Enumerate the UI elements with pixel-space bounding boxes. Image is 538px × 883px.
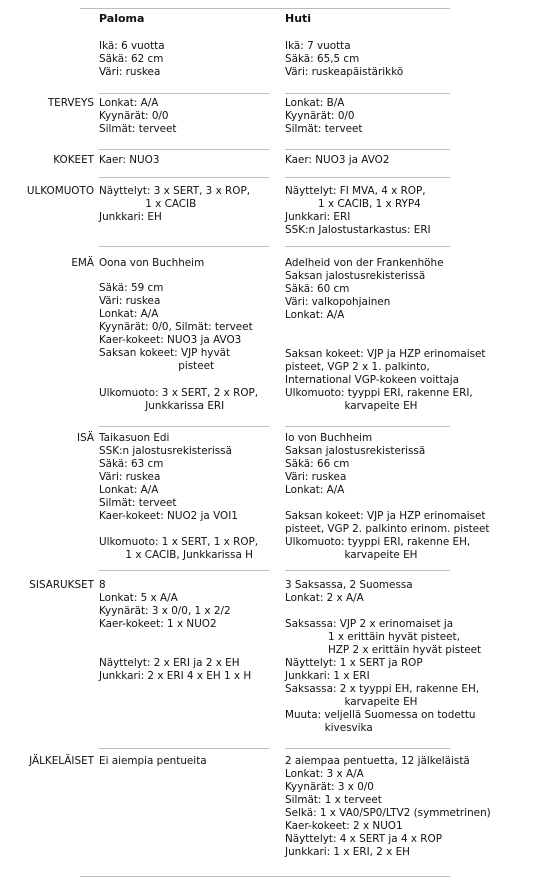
- kokeet-right: Kaer: NUO3 ja AVO2: [285, 154, 390, 166]
- isa-right-kokeet: Saksan kokeet: VJP ja HZP erinomaiset pisteet, VGP 2. palkinto erinom. pisteet Ulkomuoto: tyyppi ERI, rakenne EH, karvapeite EH: [285, 510, 490, 561]
- intro-right: Ikä: 7 vuotta Säkä: 65,5 cm Väri: ruskeapäistärikkö: [285, 40, 404, 78]
- section-label-sisarukset: SISARUKSET: [29, 579, 94, 591]
- divider: [99, 426, 269, 427]
- section-label-isa: ISÄ: [77, 432, 94, 444]
- intro-left: Ikä: 6 vuotta Säkä: 62 cm Väri: ruskea: [99, 40, 165, 78]
- divider: [285, 748, 450, 749]
- divider: [99, 177, 269, 178]
- sisarukset-right-more: Saksassa: VJP 2 x erinomaiset ja 1 x erittäin hyvät pisteet, HZP 2 x erittäin hyvät pisteet Näyttelyt: 1 x SERT ja ROP Junkkari: 1 x ERI Saksassa: 2 x tyyppi EH, rakenne EH, karvapeite EH Muuta: veljellä Suomessa on todettu kivesvika: [285, 618, 482, 734]
- ema-right-details: Adelheid von der Frankenhöhe Saksan jalostusrekisterissä Säkä: 60 cm Väri: valkopohjainen Lonkat: A/A: [285, 257, 444, 321]
- divider: [80, 876, 450, 877]
- divider: [99, 93, 269, 94]
- section-label-terveys: TERVEYS: [47, 97, 94, 109]
- ema-left-ulkomuoto: Ulkomuoto: 3 x SERT, 2 x ROP, Junkkarissa ERI: [99, 387, 259, 412]
- terveys-left: Lonkat: A/A Kyynärät: 0/0 Silmät: terveet: [99, 97, 177, 135]
- section-label-ema: EMÄ: [71, 257, 94, 269]
- isa-left-ulkomuoto: Ulkomuoto: 1 x SERT, 1 x ROP, 1 x CACIB, Junkkarissa H: [99, 536, 259, 561]
- divider: [285, 426, 450, 427]
- ulkomuoto-left: Näyttelyt: 3 x SERT, 3 x ROP, 1 x CACIB Junkkari: EH: [99, 185, 251, 223]
- ema-left-details: Säkä: 59 cm Väri: ruskea Lonkat: A/A Kyynärät: 0/0, Silmät: terveet Kaer-kokeet: NUO3 ja AVO3 Saksan kokeet: VJP hyvät pisteet: [99, 282, 253, 372]
- ema-right-kokeet: Saksan kokeet: VJP ja HZP erinomaiset pisteet, VGP 2 x 1. palkinto, International VGP-kokeen voittaja Ulkomuoto: tyyppi ERI, rakenne ERI, karvapeite EH: [285, 348, 486, 412]
- divider: [285, 149, 450, 150]
- ema-left-name: Oona von Buchheim: [99, 257, 205, 269]
- sisarukset-left-shows: Näyttelyt: 2 x ERI ja 2 x EH Junkkari: 2 x ERI 4 x EH 1 x H: [99, 657, 252, 682]
- section-label-ulkomuoto: ULKOMUOTO: [26, 185, 94, 197]
- ulkomuoto-right: Näyttelyt: FI MVA, 4 x ROP, 1 x CACIB, 1 x RYP4 Junkkari: ERI SSK:n Jalostustarkastus: ERI: [285, 185, 431, 236]
- isa-right-details: Io von Buchheim Saksan jalostusrekisterissä Säkä: 66 cm Väri: ruskea Lonkat: A/A: [285, 432, 426, 496]
- section-label-jalkelaiset: JÄLKELÄISET: [29, 755, 94, 767]
- section-label-kokeet: KOKEET: [53, 154, 94, 166]
- isa-left-details: Taikasuon Edi SSK:n jalostusrekisterissä Säkä: 63 cm Väri: ruskea Lonkat: A/A Silmät: terveet Kaer-kokeet: NUO2 ja VOI1: [99, 432, 238, 522]
- jalkelaiset-left: Ei aiempia pentueita: [99, 755, 207, 767]
- column-header-paloma: Paloma: [99, 12, 145, 25]
- terveys-right: Lonkat: B/A Kyynärät: 0/0 Silmät: terveet: [285, 97, 363, 135]
- divider: [99, 748, 269, 749]
- divider: [99, 149, 269, 150]
- divider: [99, 570, 269, 571]
- sisarukset-left-details: 8 Lonkat: 5 x A/A Kyynärät: 3 x 0/0, 1 x 2/2 Kaer-kokeet: 1 x NUO2: [99, 579, 231, 630]
- divider: [285, 570, 450, 571]
- column-header-huti: Huti: [285, 12, 312, 25]
- divider: [80, 8, 450, 9]
- divider: [285, 177, 450, 178]
- jalkelaiset-right: 2 aiempaa pentuetta, 12 jälkeläistä Lonkat: 3 x A/A Kyynärät: 3 x 0/0 Silmät: 1 x terveet Selkä: 1 x VA0/SP0/LTV2 (symmetrinen) Kaer-kokeet: 2 x NUO1 Näyttelyt: 4 x SERT ja 4 x ROP Junkkari: 1 x ERI, 2 x EH: [285, 755, 491, 858]
- kokeet-left: Kaer: NUO3: [99, 154, 160, 166]
- sisarukset-right-details: 3 Saksassa, 2 Suomessa Lonkat: 2 x A/A: [285, 579, 413, 604]
- divider: [285, 93, 450, 94]
- divider: [285, 246, 450, 247]
- divider: [99, 246, 269, 247]
